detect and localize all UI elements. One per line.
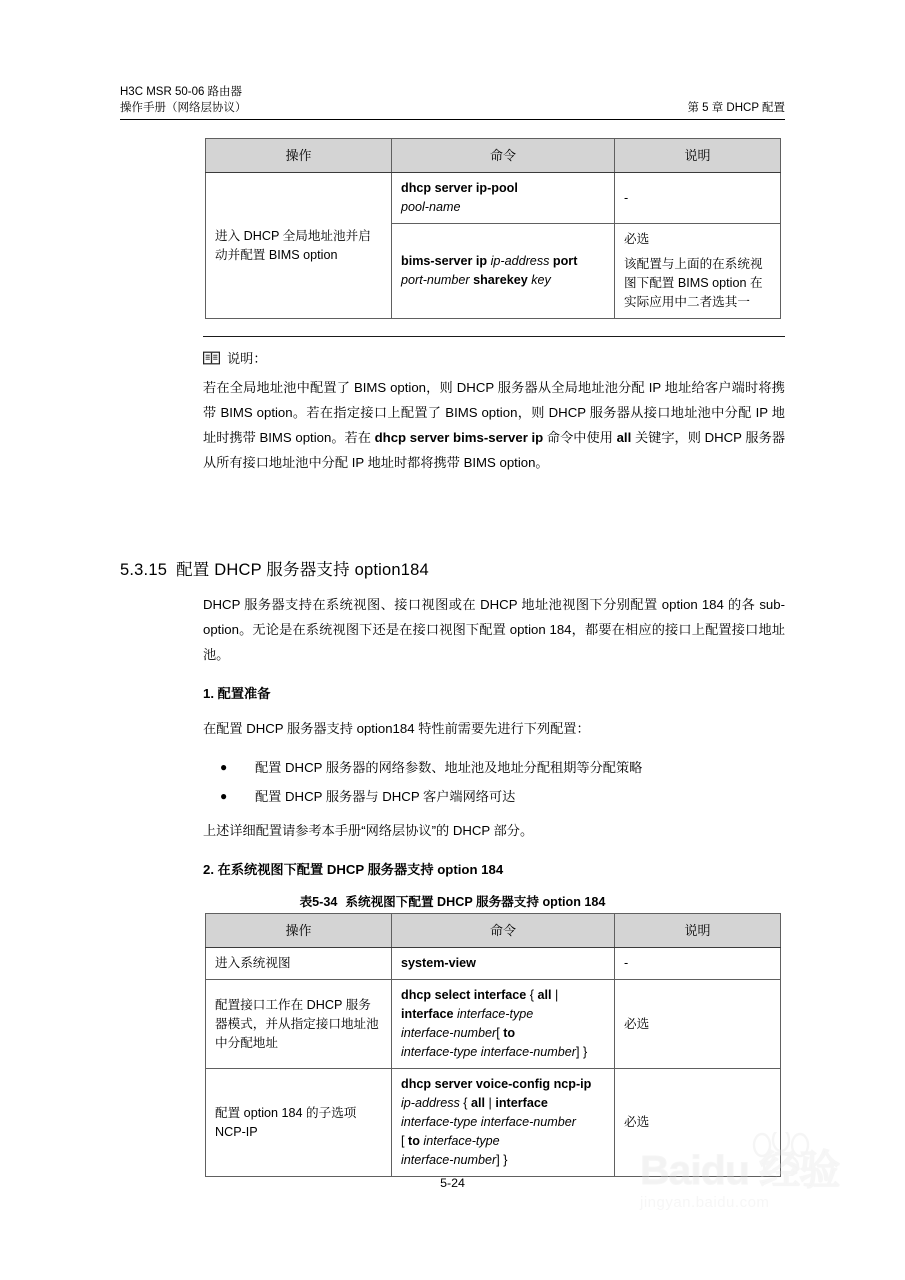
cell-operation: 配置接口工作在 DHCP 服务器模式，并从指定接口地址池中分配地址 <box>206 980 392 1069</box>
command-syntax: ] } <box>496 1153 508 1167</box>
bullet-icon: ● <box>220 760 228 774</box>
column-header-description: 说明 <box>615 914 781 948</box>
reference-paragraph: 上述详细配置请参考本手册“网络层协议”的 DHCP 部分。 <box>203 823 534 838</box>
list-item-label: 配置 DHCP 服务器与 DHCP 客户端网络可达 <box>255 789 516 804</box>
section-number: 5.3.15 <box>120 561 168 579</box>
table-row <box>206 980 781 1069</box>
command-syntax: { <box>526 988 538 1002</box>
section-title: 配置 DHCP 服务器支持 option184 <box>176 561 429 579</box>
cell-description <box>615 224 781 319</box>
column-header-description: 说明 <box>615 139 781 173</box>
command-parameter: interface-number <box>401 1026 497 1040</box>
cell-operation <box>206 1069 392 1177</box>
running-header <box>120 84 785 120</box>
command-parameter: port-number <box>401 273 470 287</box>
column-header-operation: 操作 <box>206 914 392 948</box>
list-item-label: 配置 DHCP 服务器的网络参数、地址池及地址分配租期等分配策略 <box>255 760 643 775</box>
command-parameter: interface-type interface-number <box>401 1045 576 1059</box>
operation-line-1: 配置 option 184 的子选项 <box>215 1105 357 1120</box>
command-parameter: interface-number <box>401 1153 497 1167</box>
description-title: 必选 <box>624 232 650 246</box>
table-header-row <box>206 914 781 948</box>
column-header-operation: 操作 <box>206 139 392 173</box>
cell-command <box>392 224 615 319</box>
page-number: 5-24 <box>440 1176 465 1190</box>
command-keyword: to <box>503 1026 516 1040</box>
table-row <box>206 948 781 980</box>
cell-description: - <box>615 173 781 224</box>
command-syntax: ] } <box>576 1045 588 1059</box>
table-caption <box>0 891 905 910</box>
command-syntax: | <box>485 1096 496 1110</box>
bullet-icon: ● <box>220 789 228 803</box>
header-divider <box>120 119 785 120</box>
description-body: 该配置与上面的在系统视图下配置 BIMS option 在实际应用中二者选其一 <box>624 257 763 309</box>
table-header-row <box>206 139 781 173</box>
command-keyword: dhcp server voice-config ncp-ip <box>401 1077 592 1091</box>
table-option184-system-view <box>205 913 781 1177</box>
note-title: 说明： <box>227 351 267 366</box>
cell-description: - <box>615 948 781 980</box>
prerequisite-list <box>203 753 785 811</box>
command-syntax: [ <box>496 1026 504 1040</box>
table-row <box>206 173 781 224</box>
table-row <box>206 1069 781 1177</box>
command-parameter: interface-type interface-number <box>401 1115 576 1129</box>
command-parameter: interface-type <box>423 1134 500 1148</box>
watermark-url: jingyan.baidu.com <box>640 1194 770 1211</box>
command-parameter: ip-address <box>401 1096 460 1110</box>
list-item <box>203 782 785 811</box>
cell-command <box>392 1069 615 1177</box>
subsection-heading-2: 2. 在系统视图下配置 DHCP 服务器支持 option 184 <box>203 862 504 877</box>
note-keyword-all: all <box>616 430 632 445</box>
command-syntax: [ <box>401 1134 408 1148</box>
page-title <box>120 556 429 580</box>
book-icon <box>203 351 220 365</box>
table-bims-option <box>205 138 781 319</box>
note-text-part1: 若在全局地址池中配置了 BIMS option，则 DHCP 服务器从全局地址池分配 IP 地址给客户端时将携带 BIMS option。若在指定接口上配置了 BIMS option，则 DHCP 服务器从接口地址池中分配 IP 地址时携带 BIMS option。若在 <box>203 380 785 445</box>
subsection-1-intro: 在配置 DHCP 服务器支持 option184 特性前需要先进行下列配置： <box>203 721 590 736</box>
note-text-part2: 命令中使用 <box>543 430 617 445</box>
command-keyword: sharekey <box>473 273 528 287</box>
watermark-brand: Baidu 经验 <box>640 1147 840 1193</box>
table-caption-number: 表5-34 <box>299 895 338 909</box>
table-caption-title: 系统视图下配置 DHCP 服务器支持 option 184 <box>345 895 606 909</box>
command-parameter: ip-address <box>490 254 550 268</box>
cell-operation: 进入 DHCP 全局地址池并启动并配置 BIMS option <box>206 173 392 319</box>
column-header-command: 命令 <box>392 914 615 948</box>
note-divider <box>203 336 785 337</box>
command-keyword: bims-server ip <box>401 254 488 268</box>
cell-description: 必选 <box>615 1069 781 1177</box>
command-parameter: pool-name <box>401 200 461 214</box>
cell-command <box>392 948 615 980</box>
command-parameter: key <box>531 273 551 287</box>
header-chapter: 第 5 章 DHCP 配置 <box>687 102 785 114</box>
column-header-command: 命令 <box>392 139 615 173</box>
command-syntax: { <box>459 1096 472 1110</box>
command-keyword: dhcp select interface <box>401 988 527 1002</box>
cell-operation: 进入系统视图 <box>206 948 392 980</box>
header-manual-title: H3C MSR 50-06 路由器 <box>120 86 243 98</box>
command-keyword: all <box>537 988 552 1002</box>
command-keyword: system-view <box>401 956 476 970</box>
cell-description: 必选 <box>615 980 781 1069</box>
command-syntax: | <box>551 988 559 1002</box>
command-keyword: to <box>408 1134 420 1148</box>
section-intro-paragraph: DHCP 服务器支持在系统视图、接口视图或在 DHCP 地址池视图下分别配置 option 184 的各 sub-option。无论是在系统视图下还是在接口视图下配置 option 184，都要在相应的接口上配置接口地址池。 <box>203 597 785 662</box>
note-block <box>203 336 785 475</box>
operation-line-2: NCP-IP <box>215 1124 258 1139</box>
command-keyword: dhcp server ip-pool <box>401 181 518 195</box>
list-item <box>203 753 785 782</box>
note-text-part3: 关键字，则 DHCP 服务器从所有接口地址池中分配 IP 地址时都将携带 BIMS option。 <box>203 430 786 470</box>
command-keyword: port <box>552 254 578 268</box>
header-left-block <box>120 84 247 116</box>
command-keyword: all <box>471 1096 486 1110</box>
command-keyword: interface <box>401 1007 454 1021</box>
cell-command <box>392 980 615 1069</box>
subsection-heading-1: 1. 配置准备 <box>203 686 271 701</box>
note-paragraph <box>203 375 785 475</box>
note-command-1: dhcp server bims-server ip <box>374 430 544 445</box>
command-keyword: interface <box>495 1096 548 1110</box>
cell-command <box>392 173 615 224</box>
command-parameter: interface-type <box>457 1007 534 1021</box>
header-manual-subtitle: 操作手册（网络层协议） <box>120 102 247 114</box>
note-header <box>203 348 785 367</box>
